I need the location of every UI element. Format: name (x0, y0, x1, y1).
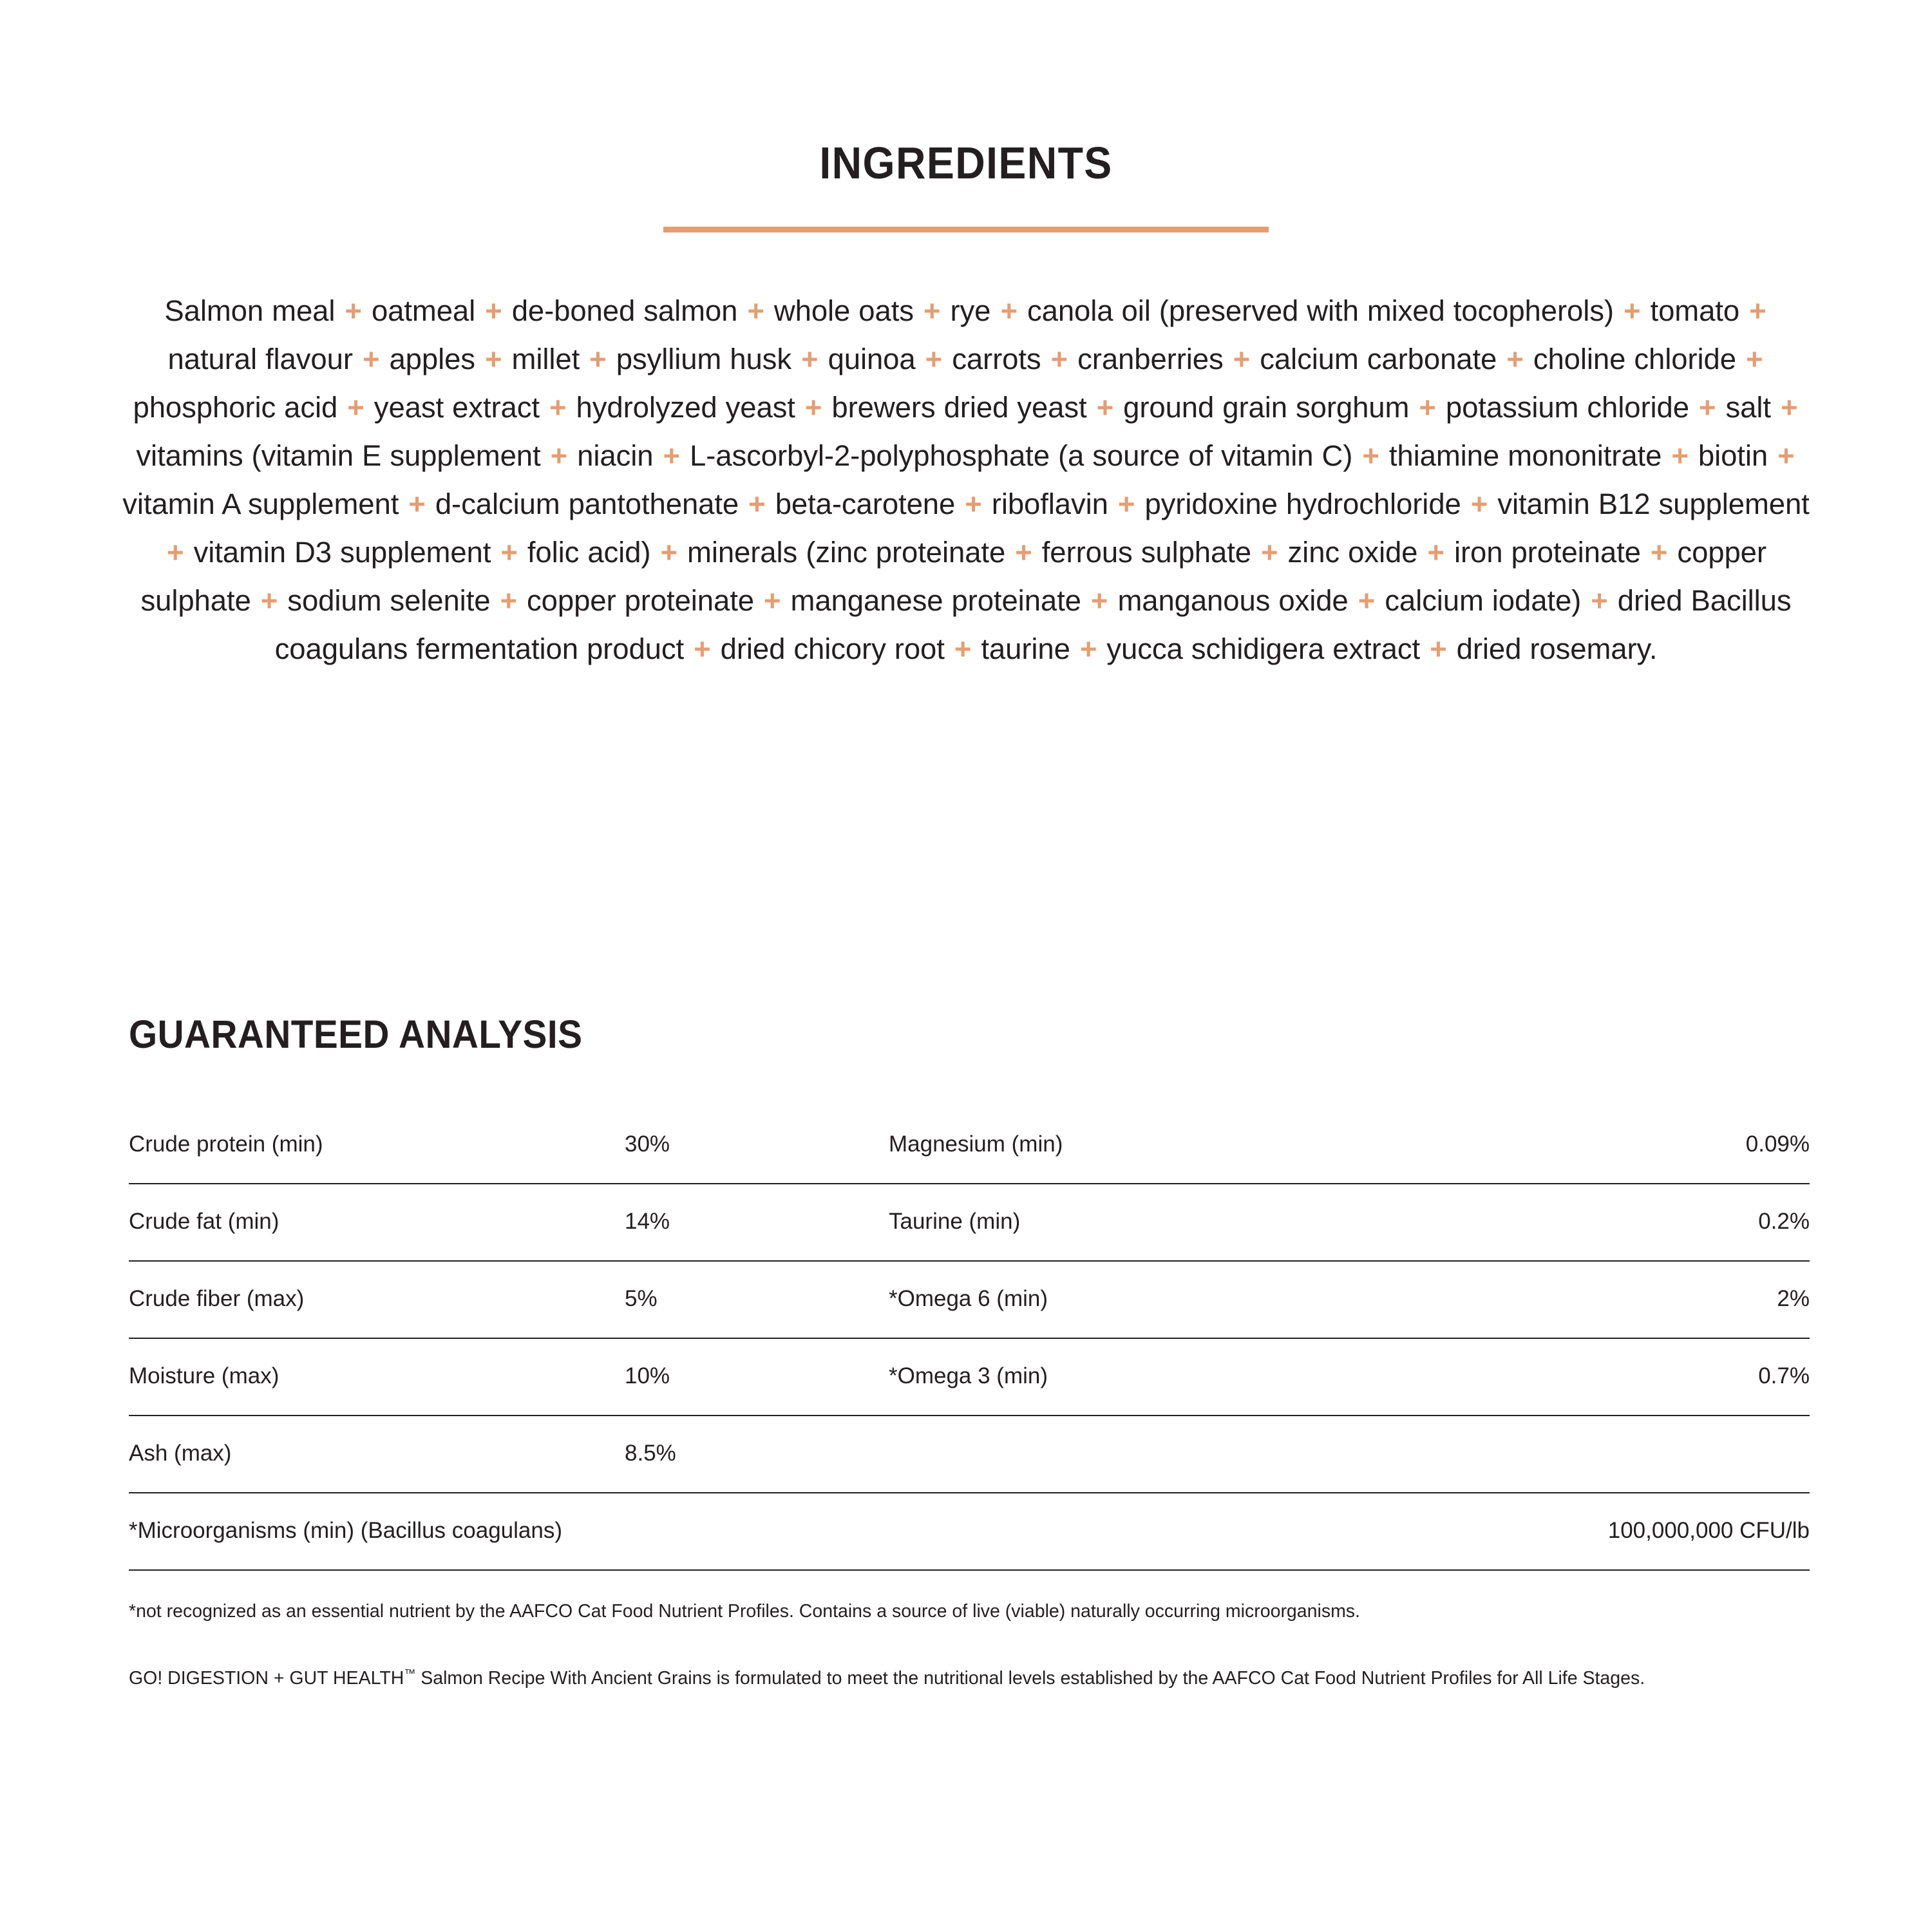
ingredient-item: manganous oxide (1117, 584, 1349, 618)
ga-column-gap (882, 1261, 889, 1338)
ingredient-separator-plus: + (925, 343, 943, 376)
ingredient-item: minerals (zinc proteinate (687, 536, 1006, 569)
ingredient-item: salt (1725, 391, 1771, 424)
ingredient-separator-plus: + (1749, 294, 1766, 328)
ga-left-value: 5% (625, 1261, 882, 1338)
ingredient-separator-plus: + (1117, 488, 1135, 521)
ingredient-item: brewers dried yeast (831, 391, 1087, 424)
ingredient-item: vitamin B12 supplement (1497, 488, 1810, 521)
ingredient-item: whole oats (773, 294, 914, 328)
ga-column-gap (882, 1338, 889, 1416)
ingredient-item: yeast extract (374, 391, 540, 424)
ingredient-separator-plus: + (167, 536, 184, 569)
ingredient-separator-plus: + (1745, 343, 1763, 376)
footnotes (129, 1598, 1810, 1692)
ingredient-item: phosphoric acid (133, 391, 338, 424)
title-divider-rule (663, 227, 1269, 232)
ingredient-separator-plus: + (1650, 536, 1668, 569)
ingredient-separator-plus: + (660, 536, 677, 569)
ingredient-separator-plus: + (485, 294, 502, 328)
ingredient-item: ferrous sulphate (1041, 536, 1251, 569)
ingredient-separator-plus: + (1427, 536, 1444, 569)
ga-right-value: 0.7% (1391, 1338, 1810, 1416)
ingredient-item: de-boned salmon (511, 294, 738, 328)
table-row (129, 1120, 1810, 1184)
ingredient-separator-plus: + (1079, 632, 1097, 666)
ingredient-separator-plus: + (1699, 391, 1716, 424)
ingredient-item: L-ascorbyl-2-polyphosphate (a source of vitamin C) (690, 439, 1353, 473)
ingredient-item: dried chicory root (720, 632, 945, 666)
ingredient-separator-plus: + (1430, 632, 1447, 666)
ingredient-separator-plus: + (1362, 439, 1379, 473)
ingredient-separator-plus: + (694, 632, 711, 666)
ingredient-item: zinc oxide (1287, 536, 1418, 569)
ingredient-separator-plus: + (550, 439, 568, 473)
ingredient-separator-plus: + (801, 343, 819, 376)
ga-right-label: Taurine (min) (889, 1184, 1391, 1261)
guaranteed-analysis-heading: GUARANTEED ANALYSIS (129, 1012, 583, 1056)
ingredients-list (122, 287, 1810, 673)
ingredient-separator-plus: + (1096, 391, 1114, 424)
ga-left-value: 30% (625, 1120, 882, 1184)
table-row (129, 1261, 1810, 1338)
footnote-product-name: GO! DIGESTION + GUT HEALTH (129, 1667, 404, 1689)
ingredient-item: vitamins (vitamin E supplement (136, 439, 541, 473)
ingredients-section (0, 109, 1932, 673)
ingredient-separator-plus: + (1506, 343, 1524, 376)
ingredient-item: potassium chloride (1445, 391, 1689, 424)
ingredient-separator-plus: + (1000, 294, 1018, 328)
ingredient-separator-plus: + (954, 632, 972, 666)
ga-right-value: 0.2% (1391, 1184, 1810, 1261)
ingredient-separator-plus: + (1671, 439, 1689, 473)
guaranteed-analysis-table (129, 1120, 1810, 1571)
ingredient-separator-plus: + (1358, 584, 1376, 618)
ingredient-item: calcium carbonate (1260, 343, 1497, 376)
ingredient-separator-plus: + (663, 439, 680, 473)
ingredient-separator-plus: + (1233, 343, 1251, 376)
ingredient-item: psyllium husk (616, 343, 791, 376)
ga-left-value: 8.5% (625, 1416, 882, 1493)
ingredient-separator-plus: + (965, 488, 982, 521)
table-row (129, 1184, 1810, 1261)
ga-right-value (1391, 1416, 1810, 1493)
ingredient-separator-plus: + (500, 536, 518, 569)
ingredient-item: carrots (952, 343, 1041, 376)
ga-left-label: Crude fat (min) (129, 1184, 625, 1261)
ga-column-gap (882, 1184, 889, 1261)
microorganisms-label: *Microorganisms (min) (Bacillus coagulans) (129, 1493, 889, 1570)
footnote-aafco-statement (129, 1665, 1758, 1692)
ingredient-item: riboflavin (991, 488, 1108, 521)
ingredient-item: manganese proteinate (790, 584, 1081, 618)
ingredient-item: canola oil (preserved with mixed tocopherols) (1027, 294, 1614, 328)
ingredient-separator-plus: + (345, 294, 362, 328)
ga-left-value: 14% (625, 1184, 882, 1261)
ingredient-item: beta-carotene (775, 488, 956, 521)
ingredient-separator-plus: + (500, 584, 517, 618)
table-row-microorganisms (129, 1493, 1810, 1570)
ingredient-item: hydrolyzed yeast (576, 391, 795, 424)
ingredient-separator-plus: + (764, 584, 781, 618)
ingredient-item: cranberries (1077, 343, 1224, 376)
ingredient-item: iron proteinate (1454, 536, 1641, 569)
ga-right-value: 2% (1391, 1261, 1810, 1338)
ga-left-label: Crude fiber (max) (129, 1261, 625, 1338)
ingredient-separator-plus: + (1419, 391, 1436, 424)
ingredient-item: d-calcium pantothenate (435, 488, 739, 521)
ga-right-value: 0.09% (1391, 1120, 1810, 1184)
ingredient-separator-plus: + (362, 343, 380, 376)
ingredient-item: natural flavour (167, 343, 353, 376)
ingredient-item: vitamin D3 supplement (193, 536, 491, 569)
ingredient-separator-plus: + (260, 584, 278, 618)
ingredient-separator-plus: + (485, 343, 502, 376)
ingredient-item: ground grain sorghum (1123, 391, 1410, 424)
footnote-asterisk: *not recognized as an essential nutrient by the AAFCO Cat Food Nutrient Profiles. Contains a source of live (viable) naturally occurring microorganisms. (129, 1600, 1360, 1622)
ingredient-separator-plus: + (549, 391, 567, 424)
ga-right-label: *Omega 3 (min) (889, 1338, 1391, 1416)
ingredient-separator-plus: + (923, 294, 941, 328)
ingredient-item: sodium selenite (287, 584, 491, 618)
ingredient-separator-plus: + (1470, 488, 1488, 521)
ingredient-item: biotin (1698, 439, 1768, 473)
ingredient-item: thiamine mononitrate (1388, 439, 1662, 473)
ingredient-separator-plus: + (347, 391, 365, 424)
trademark-icon: ™ (404, 1667, 416, 1680)
ingredient-item: rye (950, 294, 991, 328)
ga-column-gap (882, 1416, 889, 1493)
footnote-statement-text: Salmon Recipe With Ancient Grains is formulated to meet the nutritional levels established by the AAFCO Cat Food Nutrient Profiles for All Life Stages. (415, 1667, 1645, 1689)
ingredient-item: choline chloride (1533, 343, 1736, 376)
ga-left-label: Ash (max) (129, 1416, 625, 1493)
ingredient-item: copper sulphate (140, 536, 1766, 618)
ingredients-heading: INGREDIENTS (819, 137, 1113, 188)
ingredient-item: millet (511, 343, 580, 376)
ingredient-separator-plus: + (1015, 536, 1032, 569)
ingredient-separator-plus: + (804, 391, 822, 424)
ingredient-separator-plus: + (589, 343, 607, 376)
ingredient-item: dried Bacillus coagulans fermentation product (274, 584, 1792, 666)
ingredient-separator-plus: + (748, 488, 766, 521)
ingredient-separator-plus: + (408, 488, 426, 521)
ingredient-separator-plus: + (747, 294, 764, 328)
ga-right-label: *Omega 6 (min) (889, 1261, 1391, 1338)
ingredient-separator-plus: + (1780, 391, 1798, 424)
ingredient-separator-plus: + (1261, 536, 1278, 569)
ingredient-item: vitamin A supplement (122, 488, 399, 521)
ingredient-item: tomato (1650, 294, 1740, 328)
ingredient-item: calcium iodate) (1385, 584, 1582, 618)
ingredient-item: taurine (981, 632, 1070, 666)
ingredient-item: apples (389, 343, 475, 376)
ga-left-value: 10% (625, 1338, 882, 1416)
ingredient-separator-plus: + (1777, 439, 1795, 473)
ingredient-item: pyridoxine hydrochloride (1144, 488, 1461, 521)
ingredient-item: Salmon meal (164, 294, 336, 328)
ingredient-item: niacin (577, 439, 654, 473)
ingredient-item: oatmeal (371, 294, 476, 328)
ingredient-item: copper proteinate (527, 584, 754, 618)
ga-left-label: Crude protein (min) (129, 1120, 625, 1184)
ingredient-separator-plus: + (1624, 294, 1641, 328)
table-row (129, 1416, 1810, 1493)
ingredient-separator-plus: + (1090, 584, 1108, 618)
ingredient-item: folic acid) (527, 536, 651, 569)
ga-left-label: Moisture (max) (129, 1338, 625, 1416)
ingredient-separator-plus: + (1050, 343, 1068, 376)
ga-right-label (889, 1416, 1391, 1493)
table-row (129, 1338, 1810, 1416)
guaranteed-analysis-section (129, 979, 1810, 1710)
ingredient-separator-plus: + (1591, 584, 1608, 618)
ingredient-item: yucca schidigera extract (1106, 632, 1421, 666)
microorganisms-value: 100,000,000 CFU/lb (889, 1493, 1810, 1570)
ingredient-item: dried rosemary. (1456, 632, 1658, 666)
ingredient-item: quinoa (828, 343, 916, 376)
ga-column-gap (882, 1120, 889, 1184)
ga-right-label: Magnesium (min) (889, 1120, 1391, 1184)
